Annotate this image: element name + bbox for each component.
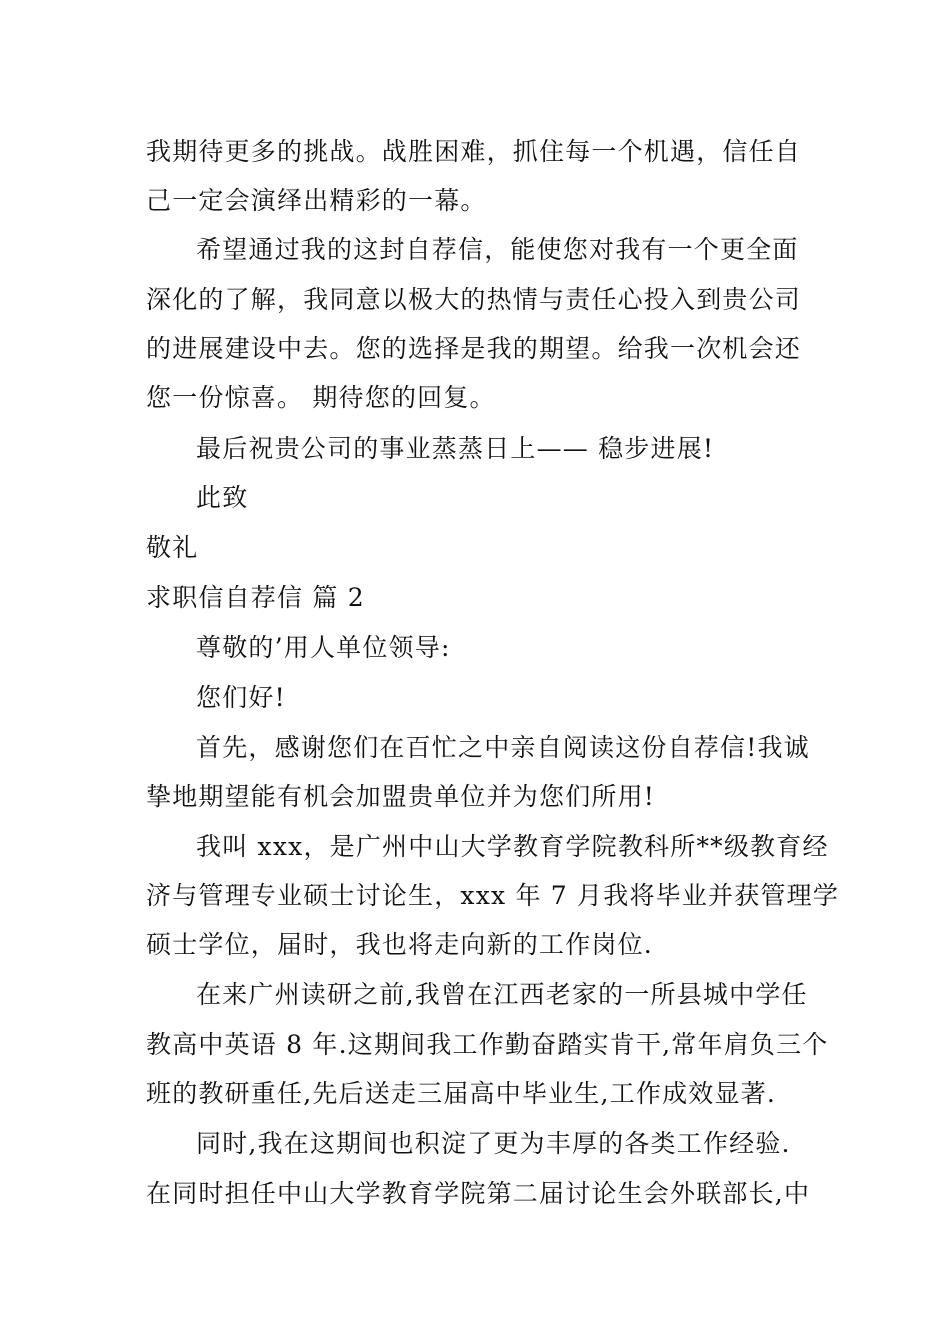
text-line: 教高中英语 8 年.这期间我工作勤奋踏实肯干,常年肩负三个 <box>146 1030 829 1059</box>
text-line: 我期待更多的挑战。战胜困难，抓住每一个机遇，信任自 <box>146 137 802 166</box>
paragraph-start-line: 在来广州读研之前,我曾在江西老家的一所县城中学任 <box>196 980 808 1009</box>
text-line: 深化的了解，我同意以极大的热情与责任心投入到贵公司 <box>146 285 802 314</box>
text-line: 在同时担任中山大学教育学院第二届讨论生会外联部长,中 <box>146 1179 811 1208</box>
section-heading: 求职信自荐信 篇 2 <box>146 583 365 612</box>
paragraph-start-line: 同时,我在这期间也积淀了更为丰厚的各类工作经验. <box>196 1129 791 1158</box>
paragraph-start-line: 希望通过我的这封自荐信，能使您对我有一个更全面 <box>196 235 799 264</box>
text-line: 济与管理专业硕士讨论生，xxx 年 7 月我将毕业并获管理学 <box>146 881 840 910</box>
letter-greeting: 您们好! <box>196 683 286 712</box>
text-line: 挚地期望能有机会加盟贵单位并为您们所用! <box>146 782 656 811</box>
closing-wish-line: 最后祝贵公司的事业蒸蒸日上—— 稳步进展! <box>196 434 715 463</box>
paragraph-start-line: 我叫 xxx，是广州中山大学教育学院教科所**级教育经 <box>196 832 829 861</box>
text-line: 的进展建设中去。您的选择是我的期望。给我一次机会还 <box>146 334 802 363</box>
text-line: 己一定会演绎出精彩的一幕。 <box>146 186 487 215</box>
text-line: 硕士学位，届时，我也将走向新的工作岗位. <box>146 930 653 959</box>
letter-addressee: 尊敬的’用人单位领导: <box>196 633 451 662</box>
salutation-jingli: 敬礼 <box>146 533 199 562</box>
paragraph-start-line: 首先，感谢您们在百忙之中亲自阅读这份自荐信!我诚 <box>196 733 810 762</box>
text-line: 您一份惊喜。 期待您的回复。 <box>146 383 496 412</box>
text-line: 班的教研重任,先后送走三届高中毕业生,工作成效显著. <box>146 1079 777 1108</box>
salutation-cizhi: 此致 <box>196 483 249 512</box>
